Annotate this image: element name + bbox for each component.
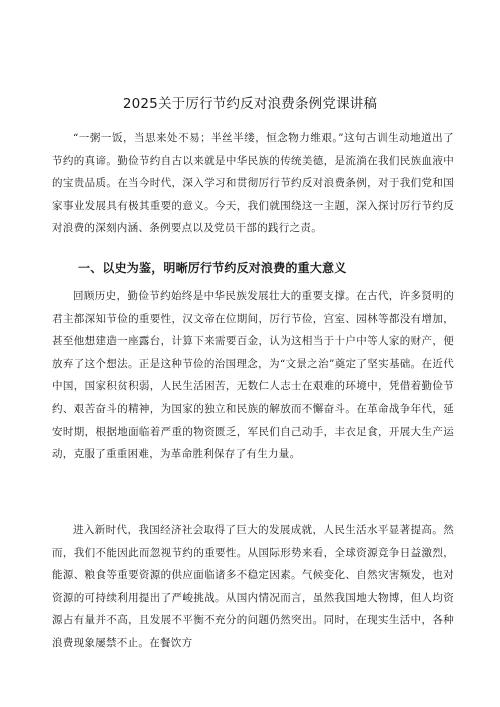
document-title: 2025关于厉行节约反对浪费条例党课讲稿 [122,96,378,112]
history-paragraph: 回顾历史，勤俭节约始终是中华民族发展壮大的重要支撑。在古代，许多贤明的君主都深知节俭的重要性，汉文帝在位期间，厉行节俭，宫室、园林等都没有增加，甚至他想建造一座露台，计算下来需要百金，认为这相当于十户中等人家的财产，便放弃了这个想法。正是这种节俭的治国理念，为“文景之治”奠定了坚实基础。在近代中国，国家积贫积弱，人民生活困苦，无数仁人志士在艰难的环境中，凭借着勤俭节约、艰苦奋斗的精神，为国家的独立和民族的解放而不懈奋斗。在革命战争年代，延安时期，根据地面临着严重的物资匮乏，军民们自己动手，丰衣足食，开展大生产运动，克服了重重困难，为革命胜利保存了有生力量。 [52,290,454,461]
intro-paragraph: “一粥一饭，当思来处不易；半丝半缕，恒念物力维艰。”这句古训生动地道出了节约的真谛。勤俭节约自古以来就是中华民族的传统美德，是流淌在我们民族血液中的宝贵品质。在当今时代，深入学习和贯彻厉行节约反对浪费条例，对于我们党和国家事业发展具有极其重要的意义。今天，我们就围绕这一主题，深入探讨厉行节约反对浪费的深刻内涵、条例要点以及党员干部的践行之责。 [52,132,454,235]
new-era-paragraph: 进入新时代，我国经济社会取得了巨大的发展成就，人民生活水平显著提高。然而，我们不能因此而忽视节约的重要性。从国际形势来看，全球资源竞争日益激烈，能源、粮食等重要资源的供应面临诸多不稳定因素。气候变化、自然灾害频发，也对资源的可持续利用提出了严峻挑战。从国内情况而言，虽然我国地大物博，但人均资源占有量并不高，且发展不平衡不充分的问题仍然突出。同时，在现实生活中，各种浪费现象屡禁不止。在餐饮方 [52,524,454,649]
section-heading: 一、以史为鉴，明晰厉行节约反对浪费的重大意义 [78,261,347,275]
